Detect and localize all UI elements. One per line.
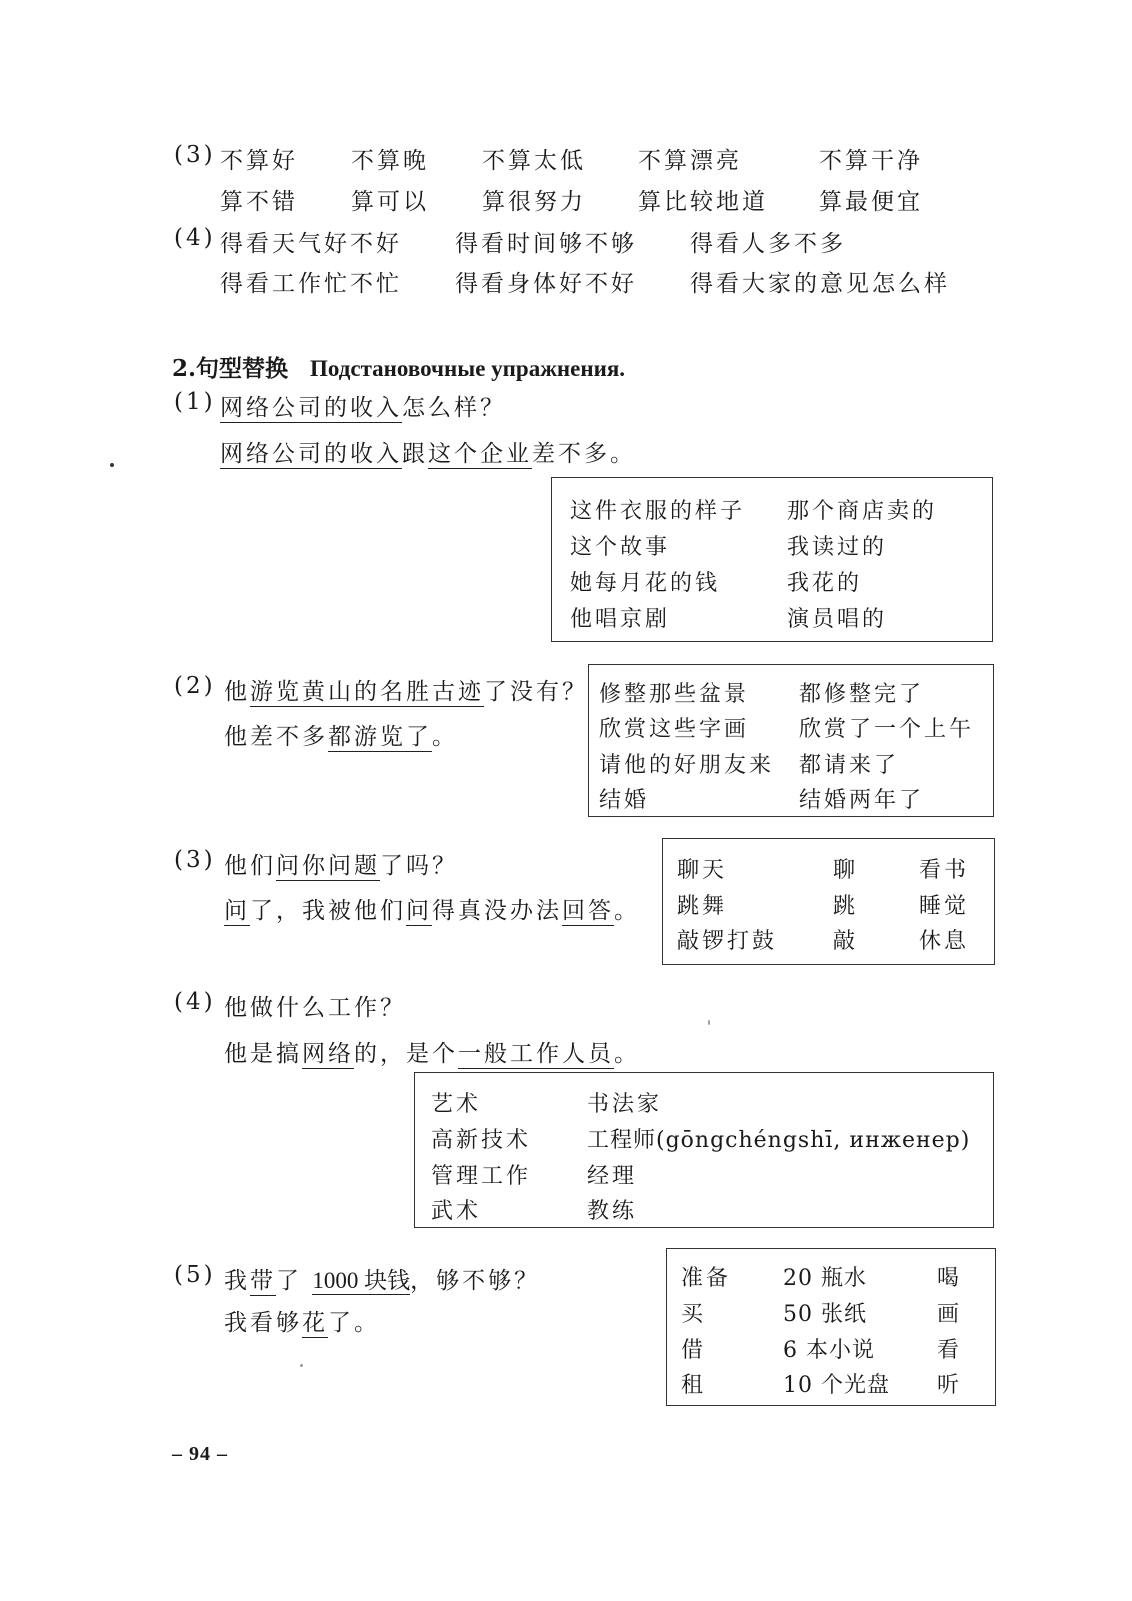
drill-3-item: 算最便宜: [819, 189, 923, 215]
ex5-q-slot: 带: [250, 1268, 276, 1294]
ex5-box-cell: 听: [937, 1373, 963, 1398]
ex2-a-slot: 都游览了: [328, 724, 432, 750]
ex5-question: [224, 1262, 540, 1295]
scan-speck: [110, 463, 114, 467]
ex1-box-cell: 这个故事: [570, 535, 671, 560]
ex5-box-cell: 准备: [681, 1266, 732, 1291]
ex4-a-text: 。: [614, 1041, 640, 1067]
ex5-box-cell: 6 本小说: [783, 1338, 875, 1363]
ex4-box-cell: 武术: [431, 1199, 482, 1224]
drill-4-item: 得看人多不多: [690, 231, 846, 257]
ex3-q-text: 了吗？: [380, 853, 458, 879]
section-number: 2.: [172, 355, 197, 382]
ex3-a-text: 。: [614, 898, 640, 924]
ex5-q-text: ，够不够？: [410, 1268, 541, 1294]
ex3-q-slot: 问你问题: [276, 853, 380, 879]
ex4-box-cell: 教练: [587, 1199, 638, 1224]
ex1-a-text: 差不多。: [532, 441, 636, 467]
ex5-label: (5): [174, 1262, 216, 1288]
drill-3-item: 算不错: [220, 189, 298, 215]
ex2-substitution-box: [588, 664, 994, 817]
ex3-answer: [224, 892, 640, 925]
ex3-box-cell: 休息: [919, 929, 970, 954]
ex2-a-text: 。: [432, 724, 458, 750]
ex3-box-cell: 睡觉: [919, 894, 970, 919]
ex5-q-text: 了: [276, 1268, 313, 1294]
ex4-box-cell: 经理: [587, 1164, 638, 1189]
ex1-box-cell: 我花的: [787, 571, 863, 596]
page-number: – 94 –: [172, 1443, 228, 1465]
ex2-box-cell: 结婚: [599, 788, 650, 813]
ex2-box-cell: 请他的好朋友来: [599, 753, 775, 778]
ex1-a-slot: 网络公司的收入: [220, 441, 402, 467]
ex2-a-text: 他差不多: [224, 724, 328, 750]
ex3-box-cell: 聊天: [677, 858, 728, 883]
ex5-a-slot: 花: [302, 1310, 328, 1336]
ex4-substitution-box: [414, 1072, 994, 1228]
ex2-box-cell: 欣赏了一个上午: [799, 717, 975, 742]
ex5-box-cell: 喝: [937, 1266, 963, 1291]
ex1-q-text: 怎么样？: [402, 395, 506, 421]
drill-3-item: 不算太低: [482, 148, 586, 174]
ex4-box-cell: 艺术: [431, 1092, 482, 1117]
ex1-box-cell: 那个商店卖的: [787, 499, 938, 524]
ex4-a-slot: 一般工作人员: [458, 1041, 614, 1067]
ex1-question: [220, 389, 506, 422]
ex3-a-text: 了，我被他们: [250, 898, 406, 924]
ex2-q-slot: 游览黄山的名胜古迹: [250, 679, 484, 705]
ex5-a-text: 了。: [328, 1310, 380, 1336]
ex2-q-text: 他: [224, 679, 250, 705]
drill-3-item: 不算干净: [819, 148, 923, 174]
ex2-box-cell: 修整那些盆景: [599, 682, 750, 707]
ex3-substitution-box: [662, 838, 995, 965]
drill-3-label: (3): [174, 142, 216, 168]
ex3-question: [224, 847, 458, 880]
drill-4-item: 得看时间够不够: [455, 231, 637, 257]
ex2-box-cell: 都修整完了: [799, 682, 925, 707]
ex4-a-text: 的，是个: [354, 1041, 458, 1067]
drill-3-item: 算比较地道: [638, 189, 768, 215]
ex3-box-cell: 敲锣打鼓: [677, 929, 778, 954]
ex3-a-text: 得真没办法: [432, 898, 562, 924]
ex5-box-cell: 买: [681, 1302, 707, 1327]
ex2-answer: [224, 718, 458, 751]
ex5-a-text: 我看够: [224, 1310, 302, 1336]
ex2-label: (2): [174, 673, 216, 699]
ex4-box-cell: 书法家: [587, 1092, 663, 1117]
ex5-q-text: 我: [224, 1268, 250, 1294]
section-heading: [172, 350, 625, 383]
ex5-answer: [224, 1304, 380, 1337]
ex1-answer: [220, 435, 636, 468]
ex1-box-cell: 演员唱的: [787, 607, 888, 632]
section-title-ru: Подстановочные упражнения.: [310, 356, 626, 381]
drill-3-item: 算很努力: [482, 189, 586, 215]
ex4-box-cell: 高新技术: [431, 1128, 532, 1153]
drill-3-item: 不算漂亮: [638, 148, 742, 174]
ex3-box-cell: 看书: [919, 858, 970, 883]
ex4-a-slot: 网络: [302, 1041, 354, 1067]
ex2-q-text: 了没有？: [484, 679, 588, 705]
ex5-box-cell: 看: [937, 1338, 963, 1363]
ex1-substitution-box: [551, 477, 993, 642]
ex3-box-cell: 跳舞: [677, 894, 728, 919]
ex4-question: 他做什么工作？: [224, 995, 406, 1021]
ex3-box-cell: 敲: [833, 929, 859, 954]
ex2-box-cell: 欣赏这些字画: [599, 717, 750, 742]
ex5-box-cell: 50 张纸: [783, 1302, 867, 1327]
ex3-box-cell: 聊: [833, 858, 859, 883]
ex5-box-cell: 10 个光盘: [783, 1373, 890, 1398]
ex1-box-cell: 我读过的: [787, 535, 888, 560]
ex4-label: (4): [174, 989, 216, 1015]
drill-4-label: (4): [174, 225, 216, 251]
ex2-question: [224, 673, 588, 706]
drill-3-item: 不算好: [220, 148, 298, 174]
ex4-answer: [224, 1035, 640, 1068]
ex1-a-slot: 这个企业: [428, 441, 532, 467]
ex3-a-slot: 回答: [562, 898, 614, 924]
ex3-q-text: 他们: [224, 853, 276, 879]
ex5-box-cell: 借: [681, 1338, 707, 1363]
ex4-box-cell: 工程师(gōngchéngshī, инженер): [587, 1128, 971, 1153]
ex3-label: (3): [174, 847, 216, 873]
scan-speck: [708, 1020, 710, 1025]
ex1-box-cell: 她每月花的钱: [570, 571, 721, 596]
ex3-box-cell: 跳: [833, 894, 859, 919]
drill-4-item: 得看身体好不好: [455, 271, 637, 297]
drill-4-item: 得看大家的意见怎么样: [690, 271, 950, 297]
ex3-a-slot: 问: [406, 898, 432, 924]
ex5-substitution-box: [666, 1248, 996, 1406]
drill-4-item: 得看天气好不好: [220, 231, 402, 257]
ex1-box-cell: 他唱京剧: [570, 607, 671, 632]
drill-4-item: 得看工作忙不忙: [220, 271, 402, 297]
ex4-a-text: 他是搞: [224, 1041, 302, 1067]
ex1-label: (1): [174, 389, 216, 415]
section-title-cn: 句型替换: [196, 355, 289, 382]
scan-speck: [300, 1364, 303, 1367]
ex2-box-cell: 都请来了: [799, 753, 900, 778]
ex5-box-cell: 画: [937, 1302, 963, 1327]
ex5-box-cell: 20 瓶水: [783, 1266, 867, 1291]
ex3-a-slot: 问: [224, 898, 250, 924]
ex5-box-cell: 租: [681, 1373, 707, 1398]
ex1-box-cell: 这件衣服的样子: [570, 499, 746, 524]
ex1-a-text: 跟: [402, 441, 428, 467]
drill-3-item: 不算晚: [351, 148, 429, 174]
ex1-q-slot: 网络公司的收入: [220, 395, 402, 421]
drill-3-item: 算可以: [351, 189, 429, 215]
ex2-box-cell: 结婚两年了: [799, 788, 925, 813]
ex5-q-slot: 1000 块钱: [312, 1268, 411, 1293]
ex4-box-cell: 管理工作: [431, 1164, 532, 1189]
